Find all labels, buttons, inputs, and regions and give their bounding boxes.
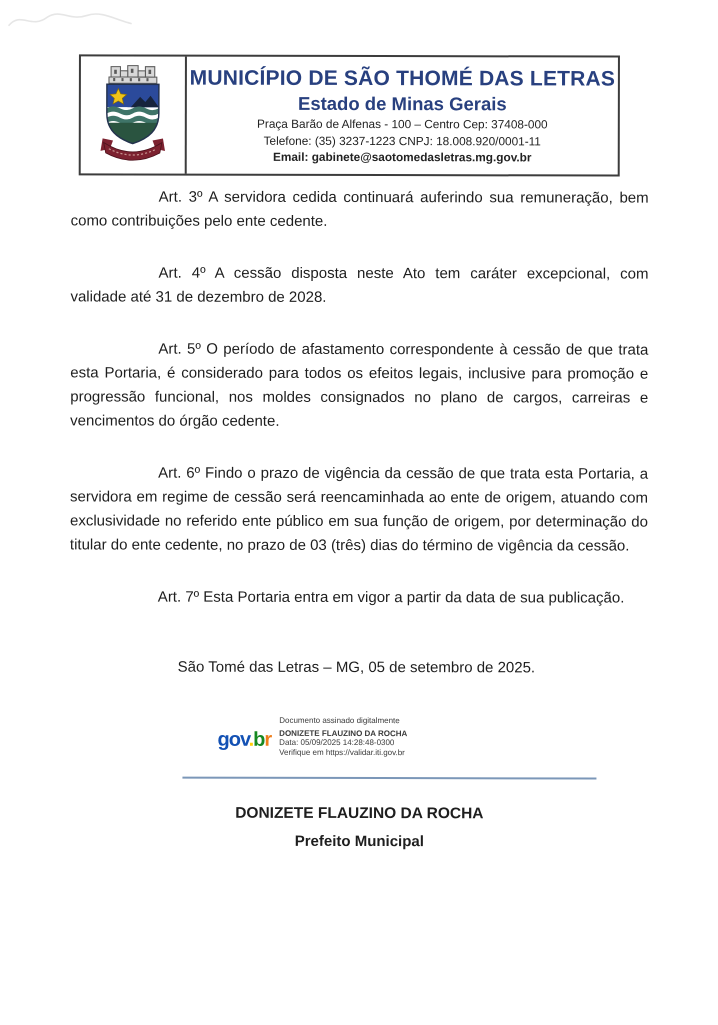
address-line: Praça Barão de Alfenas - 100 – Centro Cep: 37408-000 — [257, 116, 548, 132]
stamp-subtitle: Documento assinado digitalmente — [279, 715, 400, 726]
govbr-logo-r: r — [264, 728, 272, 751]
article-7-paragraph: Art. 7º Esta Portaria entra em vigor a partir da data de sua publicação. — [157, 588, 625, 607]
signature-line — [182, 777, 596, 780]
article-5-paragraph: Art. 5º O período de afastamento correspondente à cessão de que trata esta Portaria, é considerado para todos os efeitos legais, inclusive para promoção e progressão funcional, nos moldes consignados no plano de cargos, carreiras e vencimentos do órgão cedente. — [70, 340, 649, 430]
municipal-coat-of-arms-icon — [99, 63, 167, 167]
crest-cell — [81, 56, 187, 173]
email-line: Email: gabinete@saotomedasletras.mg.gov.br — [273, 149, 532, 165]
article-3-paragraph: Art. 3º A servidora cedida continuará auferindo sua remuneração, bem como contribuições pelo ente cedente. — [70, 188, 649, 230]
article-4-paragraph: Art. 4º A cessão disposta neste Ato tem caráter excepcional, com validade até 31 de dezembro de 2028. — [70, 264, 649, 306]
signature-block — [159, 803, 559, 854]
stamp-signer-name: DONIZETE FLAUZINO DA ROCHA — [279, 728, 408, 738]
signer-name: DONIZETE FLAUZINO DA ROCHA — [235, 804, 484, 823]
govbr-logo-dot: . — [248, 728, 254, 751]
stamp-verify-url: Verifique em https://validar.iti.gov.br — [279, 747, 405, 757]
municipality-name: MUNICÍPIO DE SÃO THOMÉ DAS LETRAS — [189, 66, 616, 91]
signer-role: Prefeito Municipal — [294, 832, 424, 851]
stamp-date: Data: 05/09/2025 14:28:48-0300 — [279, 738, 395, 748]
letterhead — [79, 54, 620, 176]
state-name: Estado de Minas Gerais — [297, 92, 507, 115]
scan-artifact — [3, 0, 143, 45]
govbr-logo-b: b — [253, 728, 265, 751]
govbr-logo-gov: gov — [217, 728, 249, 751]
govbr-logo — [218, 723, 272, 749]
letterhead-info — [187, 57, 618, 175]
article-6-paragraph: Art. 6º Findo o prazo de vigência da cessão de que trata esta Portaria, a servidora em regime de cessão será reencaminhada ao ente de origem, atuando com exclusividade no referido ente público em sua função de origem, por determinação do titular do ente cedente, no prazo de 03 (três) dias do término de vigência da cessão. — [69, 464, 649, 555]
digital-signature-stamp — [217, 716, 407, 758]
phone-cnpj-line: Telefone: (35) 3237-1223 CNPJ: 18.008.920/0001-11 — [263, 133, 541, 148]
stamp-text — [279, 716, 407, 758]
document-body — [70, 185, 649, 680]
dateline: São Tomé das Letras – MG, 05 de setembro de 2025. — [177, 658, 536, 677]
